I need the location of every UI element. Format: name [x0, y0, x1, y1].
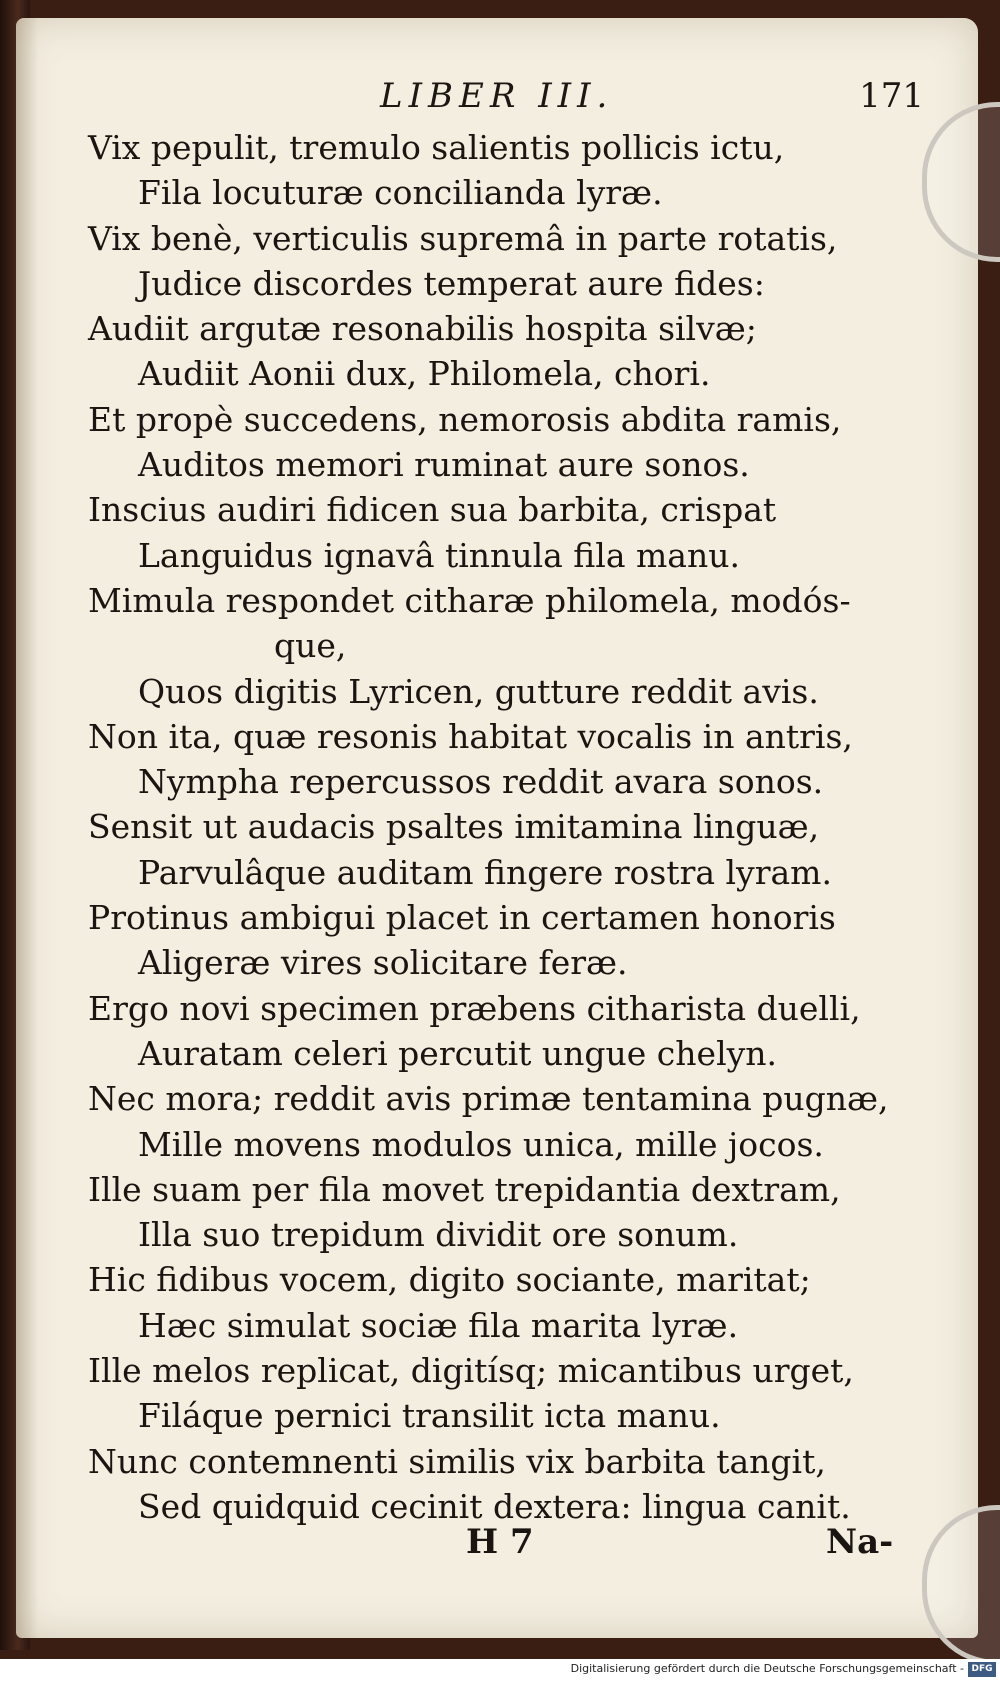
verse-line: Mimula respondet citharæ philomela, modós- — [88, 580, 851, 620]
running-title: LIBER III. — [380, 76, 614, 116]
verse-line: Nympha repercussos reddit avara sonos. — [138, 762, 824, 802]
verse-line: Illa suo trepidum dividit ore sonum. — [138, 1215, 739, 1255]
book-page — [16, 18, 978, 1638]
verse-line: Protinus ambigui placet in certamen honoris — [88, 898, 836, 938]
verse-line: Audiit argutæ resonabilis hospita silvæ; — [88, 309, 757, 349]
verse-line: Nunc contemnenti similis vix barbita tangit, — [88, 1441, 826, 1481]
verse-line: Nec mora; reddit avis primæ tentamina pugnæ, — [88, 1079, 889, 1119]
verse-line: Aligeræ vires solicitare feræ. — [138, 943, 628, 983]
verse-line: Auratam celeri percutit ungue chelyn. — [138, 1033, 778, 1073]
verse-line: Auditos memori ruminat aure sonos. — [138, 445, 750, 485]
verse-line: Mille movens modulos unica, mille jocos. — [138, 1124, 824, 1164]
verse-line: Quos digitis Lyricen, gutture reddit avis. — [138, 671, 819, 711]
verse-line: Sed quidquid cecinit dextera: lingua canit. — [138, 1486, 851, 1526]
verse-line: Fila locuturæ concilianda lyræ. — [138, 173, 663, 213]
verse-line: Hic fidibus vocem, digito sociante, maritat; — [88, 1260, 811, 1300]
verse-line: Filáque pernici transilit icta manu. — [138, 1396, 721, 1436]
signature-mark: H 7 — [466, 1522, 534, 1562]
verse-line: Vix benè, verticulis supremâ in parte rotatis, — [88, 218, 838, 258]
verse-line: Ergo novi specimen præbens citharista duelli, — [88, 988, 861, 1028]
page-header — [16, 76, 978, 126]
verse-line: Judice discordes temperat aure fides: — [138, 263, 765, 303]
verse-line: Parvulâque auditam fingere rostra lyram. — [138, 852, 832, 892]
verse-line: Sensit ut audacis psaltes imitamina linguæ, — [88, 807, 820, 847]
verse-line: Et propè succedens, nemorosis abdita ramis, — [88, 399, 842, 439]
verse-line: Hæc simulat sociæ fila marita lyræ. — [138, 1305, 739, 1345]
verse-line: que, — [274, 626, 347, 666]
verse-line: Audiit Aonii dux, Philomela, chori. — [138, 354, 711, 394]
verse-line: Ille melos replicat, digitísq; micantibus urget, — [88, 1351, 854, 1391]
credit-text: Digitalisierung gefördert durch die Deutsche Forschungsgemeinschaft - — [570, 1662, 964, 1675]
credit-bar — [0, 1659, 1000, 1681]
catchword: Na- — [826, 1522, 894, 1562]
page-number: 171 — [859, 76, 924, 116]
poem-text — [88, 125, 948, 1529]
verse-line: Non ita, quæ resonis habitat vocalis in antris, — [88, 716, 853, 756]
verse-line: Ille suam per fila movet trepidantia dextram, — [88, 1169, 841, 1209]
verse-line: Inscius audiri fidicen sua barbita, crispat — [88, 490, 777, 530]
verse-line: Languidus ignavâ tinnula fila manu. — [138, 535, 740, 575]
verse-line: Vix pepulit, tremulo salientis pollicis ictu, — [88, 128, 785, 167]
dfg-logo: DFG — [968, 1662, 996, 1677]
